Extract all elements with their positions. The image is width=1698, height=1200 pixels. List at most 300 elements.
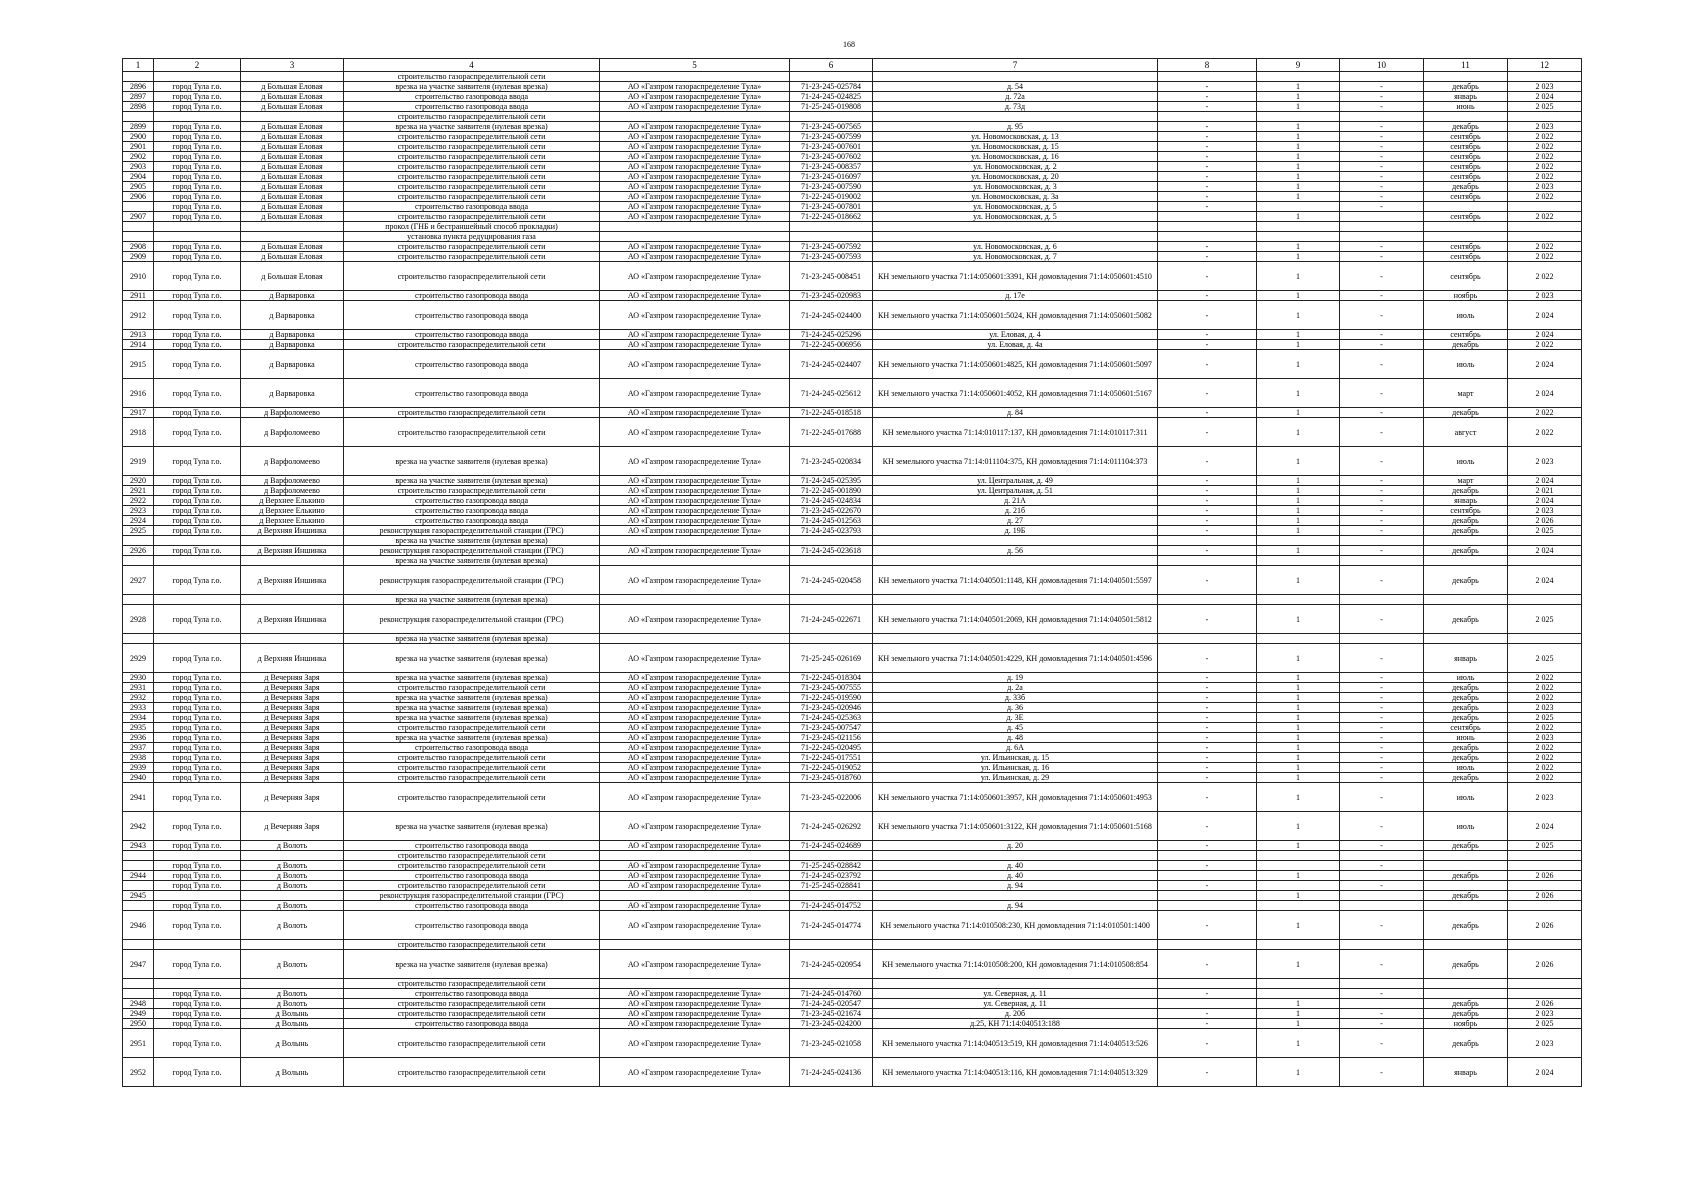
table-cell: строительство газораспределительной сети [344, 142, 600, 152]
table-row [123, 408, 1582, 418]
table-cell [123, 989, 154, 999]
table-cell [1257, 556, 1340, 566]
table-row [123, 112, 1582, 122]
table-cell: строительство газораспределительной сети [344, 783, 600, 812]
table-cell: - [1158, 1029, 1257, 1058]
table-cell [1508, 979, 1582, 989]
table-cell [123, 861, 154, 871]
table-cell [1424, 940, 1508, 950]
table-cell: - [1158, 496, 1257, 506]
table-cell: д Волынь [241, 1058, 344, 1087]
table-cell: 2920 [123, 476, 154, 486]
table-cell [600, 851, 790, 861]
table-cell: 2 026 [1508, 999, 1582, 1009]
table-cell: город Тула г.о. [154, 291, 241, 301]
table-cell: ул. Еловая, д. 4а [873, 340, 1158, 350]
table-cell: 2 022 [1508, 753, 1582, 763]
table-cell: город Тула г.о. [154, 476, 241, 486]
table-cell: 2901 [123, 142, 154, 152]
table-row [123, 841, 1582, 851]
table-cell: декабрь [1424, 526, 1508, 536]
table-cell: 2900 [123, 132, 154, 142]
table-cell [1158, 871, 1257, 881]
table-cell: строительство газораспределительной сети [344, 418, 600, 447]
table-cell: АО «Газпром газораспределение Тула» [600, 82, 790, 92]
table-cell: д Вечерняя Заря [241, 753, 344, 763]
table-cell: 2930 [123, 673, 154, 683]
table-cell: 2926 [123, 546, 154, 556]
table-cell [1340, 999, 1424, 1009]
table-cell: июнь [1424, 733, 1508, 743]
table-cell: 71-24-245-024834 [790, 496, 873, 506]
table-cell: 71-24-245-025395 [790, 476, 873, 486]
table-cell [241, 851, 344, 861]
table-cell: реконструкция газораспределительной станции (ГРС) [344, 546, 600, 556]
table-cell: строительство газопровода ввода [344, 901, 600, 911]
table-row [123, 418, 1582, 447]
table-cell [1158, 536, 1257, 546]
table-cell: декабрь [1424, 999, 1508, 1009]
table-cell [1340, 536, 1424, 546]
table-cell: 2944 [123, 871, 154, 881]
table-cell: врезка на участке заявителя (нулевая врезка) [344, 733, 600, 743]
table-cell: - [1158, 783, 1257, 812]
table-cell: 2 022 [1508, 162, 1582, 172]
table-cell: 2 024 [1508, 301, 1582, 330]
table-cell: 71-22-245-018662 [790, 212, 873, 222]
table-cell: сентябрь [1424, 262, 1508, 291]
table-cell [1340, 212, 1424, 222]
table-cell: - [1340, 703, 1424, 713]
table-cell: д. 19 [873, 673, 1158, 683]
table-cell [1257, 595, 1340, 605]
table-cell: 1 [1257, 262, 1340, 291]
table-cell: строительство газораспределительной сети [344, 340, 600, 350]
table-cell: - [1340, 911, 1424, 940]
table-cell [1508, 72, 1582, 82]
table-cell: - [1158, 122, 1257, 132]
header-cell: 2 [154, 59, 241, 72]
table-cell: сентябрь [1424, 252, 1508, 262]
table-cell: строительство газопровода ввода [344, 350, 600, 379]
table-row [123, 122, 1582, 132]
table-cell: - [1340, 182, 1424, 192]
table-cell: 1 [1257, 673, 1340, 683]
table-cell [873, 891, 1158, 901]
table-cell: 2911 [123, 291, 154, 301]
table-cell: - [1340, 340, 1424, 350]
table-cell: 1 [1257, 252, 1340, 262]
table-row [123, 142, 1582, 152]
table-cell: ул. Еловая, д. 4 [873, 330, 1158, 340]
table-cell [1257, 979, 1340, 989]
table-cell: врезка на участке заявителя (нулевая врезка) [344, 634, 600, 644]
table-cell: врезка на участке заявителя (нулевая врезка) [344, 556, 600, 566]
table-cell: 2 026 [1508, 891, 1582, 901]
table-row [123, 1029, 1582, 1058]
table-cell: город Тула г.о. [154, 330, 241, 340]
table-cell [1424, 634, 1508, 644]
table-cell: 2927 [123, 566, 154, 595]
table-cell: АО «Газпром газораспределение Тула» [600, 812, 790, 841]
table-cell: 1 [1257, 783, 1340, 812]
table-cell: 2 025 [1508, 526, 1582, 536]
table-cell: - [1158, 340, 1257, 350]
table-cell: 71-22-245-018518 [790, 408, 873, 418]
table-cell: город Тула г.о. [154, 301, 241, 330]
table-cell: 2898 [123, 102, 154, 112]
table-cell: 71-25-245-019808 [790, 102, 873, 112]
table-cell: 71-24-245-014774 [790, 911, 873, 940]
table-cell: город Тула г.о. [154, 743, 241, 753]
table-cell [600, 222, 790, 232]
table-cell: КН земельного участка 71:14:050601:4825, КН домовладения 71:14:050601:5097 [873, 350, 1158, 379]
table-cell [1158, 891, 1257, 901]
table-cell: строительство газораспределительной сети [344, 861, 600, 871]
table-cell: город Тула г.о. [154, 713, 241, 723]
table-cell: город Тула г.о. [154, 999, 241, 1009]
table-cell: город Тула г.о. [154, 841, 241, 851]
table-cell: д Верхняя Иншинка [241, 644, 344, 673]
table-cell: КН земельного участка 71:14:050601:3957, КН домовладения 71:14:050601:4953 [873, 783, 1158, 812]
table-cell: - [1340, 861, 1424, 871]
table-cell: строительство газораспределительной сети [344, 172, 600, 182]
table-cell [790, 891, 873, 901]
table-row [123, 242, 1582, 252]
table-cell: - [1158, 506, 1257, 516]
table-cell: 2 023 [1508, 783, 1582, 812]
table-cell [241, 979, 344, 989]
table-cell: 2 023 [1508, 447, 1582, 476]
table-cell: - [1340, 989, 1424, 999]
table-cell: - [1340, 330, 1424, 340]
table-cell: д Большая Еловая [241, 92, 344, 102]
table-cell: 2936 [123, 733, 154, 743]
table-cell: д Большая Еловая [241, 142, 344, 152]
table-cell: декабрь [1424, 182, 1508, 192]
table-cell: АО «Газпром газораспределение Тула» [600, 713, 790, 723]
table-cell: 2 023 [1508, 506, 1582, 516]
table-cell [1340, 232, 1424, 242]
table-cell: АО «Газпром газораспределение Тула» [600, 476, 790, 486]
table-cell: август [1424, 418, 1508, 447]
table-cell: июль [1424, 673, 1508, 683]
table-cell: - [1340, 102, 1424, 112]
table-cell: д Верхняя Иншинка [241, 566, 344, 595]
table-cell: АО «Газпром газораспределение Тула» [600, 330, 790, 340]
table-cell: 2952 [123, 1058, 154, 1087]
table-cell: АО «Газпром газораспределение Тула» [600, 901, 790, 911]
table-cell: КН земельного участка 71:14:010117:137, КН домовладения 71:14:010117:311 [873, 418, 1158, 447]
table-cell: 1 [1257, 408, 1340, 418]
table-cell [123, 202, 154, 212]
table-cell [154, 979, 241, 989]
table-row [123, 851, 1582, 861]
table-cell [1257, 989, 1340, 999]
table-cell: 2 022 [1508, 723, 1582, 733]
table-cell: АО «Газпром газораспределение Тула» [600, 301, 790, 330]
table-row [123, 634, 1582, 644]
table-cell: АО «Газпром газораспределение Тула» [600, 486, 790, 496]
table-cell [1158, 212, 1257, 222]
table-cell [1340, 556, 1424, 566]
table-cell: июль [1424, 783, 1508, 812]
table-cell [123, 881, 154, 891]
table-row [123, 556, 1582, 566]
table-cell [1340, 891, 1424, 901]
table-cell: город Тула г.о. [154, 506, 241, 516]
table-cell [154, 891, 241, 901]
table-cell: строительство газопровода ввода [344, 496, 600, 506]
table-cell: д. 84 [873, 408, 1158, 418]
table-cell: - [1158, 142, 1257, 152]
table-cell: 71-23-245-007565 [790, 122, 873, 132]
table-cell: строительство газораспределительной сети [344, 132, 600, 142]
table-cell: 1 [1257, 763, 1340, 773]
table-cell: АО «Газпром газораспределение Тула» [600, 693, 790, 703]
table-cell [1257, 901, 1340, 911]
table-cell: строительство газораспределительной сети [344, 763, 600, 773]
table-cell: 1 [1257, 911, 1340, 940]
table-cell: строительство газораспределительной сети [344, 1009, 600, 1019]
table-cell: 1 [1257, 350, 1340, 379]
table-cell: строительство газораспределительной сети [344, 999, 600, 1009]
table-cell: д Варваровка [241, 379, 344, 408]
table-cell: д Волоть [241, 989, 344, 999]
table-cell: д Большая Еловая [241, 102, 344, 112]
table-cell: город Тула г.о. [154, 683, 241, 693]
table-cell: ул. Северная, д. 11 [873, 999, 1158, 1009]
table-cell: - [1158, 102, 1257, 112]
table-cell: город Тула г.о. [154, 379, 241, 408]
table-cell: - [1340, 252, 1424, 262]
table-cell: д Варфоломеево [241, 418, 344, 447]
table-cell: декабрь [1424, 566, 1508, 595]
table-cell [241, 556, 344, 566]
table-cell: АО «Газпром газораспределение Тула» [600, 683, 790, 693]
table-cell: - [1340, 526, 1424, 536]
table-cell: 1 [1257, 152, 1340, 162]
table-cell: 71-25-245-028842 [790, 861, 873, 871]
table-cell: д. 6А [873, 743, 1158, 753]
table-cell: город Тула г.о. [154, 989, 241, 999]
table-cell [600, 72, 790, 82]
table-body [123, 72, 1582, 1087]
table-cell: 2941 [123, 783, 154, 812]
table-cell: строительство газораспределительной сети [344, 162, 600, 172]
table-cell: 2 022 [1508, 763, 1582, 773]
table-cell: врезка на участке заявителя (нулевая врезка) [344, 447, 600, 476]
table-cell: город Тула г.о. [154, 911, 241, 940]
table-cell: город Тула г.о. [154, 693, 241, 703]
table-row [123, 536, 1582, 546]
table-cell [154, 634, 241, 644]
table-cell: 2 024 [1508, 92, 1582, 102]
table-cell: 2 022 [1508, 172, 1582, 182]
table-cell: - [1340, 713, 1424, 723]
table-cell [123, 232, 154, 242]
table-cell: - [1158, 202, 1257, 212]
table-cell [873, 112, 1158, 122]
table-row [123, 132, 1582, 142]
table-cell: 2 024 [1508, 812, 1582, 841]
table-cell [1158, 999, 1257, 1009]
header-cell: 12 [1508, 59, 1582, 72]
table-cell: КН земельного участка 71:14:040501:2069, КН домовладения 71:14:040501:5812 [873, 605, 1158, 634]
table-cell: декабрь [1424, 408, 1508, 418]
table-cell: строительство газораспределительной сети [344, 262, 600, 291]
table-cell: - [1158, 950, 1257, 979]
table-row [123, 901, 1582, 911]
table-row [123, 262, 1582, 291]
table-cell: город Тула г.о. [154, 418, 241, 447]
table-cell: д Варфоломеево [241, 408, 344, 418]
table-cell: 2 022 [1508, 142, 1582, 152]
table-cell: КН земельного участка 71:14:050601:3122, КН домовладения 71:14:050601:5168 [873, 812, 1158, 841]
table-cell: город Тула г.о. [154, 122, 241, 132]
table-cell: ул. Центральная, д. 49 [873, 476, 1158, 486]
table-cell: - [1340, 350, 1424, 379]
table-cell: - [1158, 526, 1257, 536]
table-cell: город Тула г.о. [154, 152, 241, 162]
table-cell: АО «Газпром газораспределение Тула» [600, 566, 790, 595]
table-cell: АО «Газпром газораспределение Тула» [600, 172, 790, 182]
table-cell: ул. Новомосковская, д. 6 [873, 242, 1158, 252]
table-cell [1508, 112, 1582, 122]
table-cell: 71-23-245-022670 [790, 506, 873, 516]
table-row [123, 673, 1582, 683]
table-cell: 2 022 [1508, 673, 1582, 683]
table-cell: строительство газопровода ввода [344, 516, 600, 526]
table-cell: АО «Газпром газораспределение Тула» [600, 703, 790, 713]
table-cell: 2903 [123, 162, 154, 172]
table-cell: 1 [1257, 1058, 1340, 1087]
table-cell: д Вечерняя Заря [241, 733, 344, 743]
table-cell: 71-24-245-022671 [790, 605, 873, 634]
table-cell: город Тула г.о. [154, 262, 241, 291]
table-cell [1508, 940, 1582, 950]
table-cell [1424, 232, 1508, 242]
table-cell: строительство газораспределительной сети [344, 683, 600, 693]
table-cell [123, 979, 154, 989]
table-cell: город Тула г.о. [154, 950, 241, 979]
table-cell: д Верхнее Елькино [241, 496, 344, 506]
table-cell: 2 025 [1508, 102, 1582, 112]
table-cell: 2 022 [1508, 773, 1582, 783]
table-row [123, 1058, 1582, 1087]
table-cell [600, 112, 790, 122]
table-cell: 1 [1257, 82, 1340, 92]
table-cell [600, 634, 790, 644]
table-cell [241, 112, 344, 122]
table-row [123, 881, 1582, 891]
table-cell: декабрь [1424, 911, 1508, 940]
table-cell [600, 556, 790, 566]
table-cell [241, 891, 344, 901]
table-cell: - [1158, 1009, 1257, 1019]
table-cell: 71-23-245-024200 [790, 1019, 873, 1029]
table-cell: 1 [1257, 330, 1340, 340]
table-cell: 1 [1257, 291, 1340, 301]
table-cell [1424, 901, 1508, 911]
table-cell: - [1158, 911, 1257, 940]
table-cell [154, 222, 241, 232]
table-cell: март [1424, 476, 1508, 486]
table-cell [1424, 979, 1508, 989]
table-cell: 1 [1257, 301, 1340, 330]
table-cell: АО «Газпром газораспределение Тула» [600, 142, 790, 152]
table-cell: 71-24-245-025612 [790, 379, 873, 408]
table-cell: 2 021 [1508, 486, 1582, 496]
table-cell: 2906 [123, 192, 154, 202]
table-cell: - [1158, 763, 1257, 773]
table-cell [1257, 536, 1340, 546]
table-cell: 71-23-245-007547 [790, 723, 873, 733]
table-cell: д. 19Б [873, 526, 1158, 536]
table-cell: д. 33б [873, 693, 1158, 703]
table-cell: - [1340, 1058, 1424, 1087]
table-cell: врезка на участке заявителя (нулевая врезка) [344, 812, 600, 841]
table-cell: 2 024 [1508, 330, 1582, 340]
table-cell: 2925 [123, 526, 154, 536]
table-cell [241, 536, 344, 546]
table-cell: город Тула г.о. [154, 1019, 241, 1029]
table-cell: д Большая Еловая [241, 182, 344, 192]
table-cell: д. 20б [873, 1009, 1158, 1019]
table-cell [154, 72, 241, 82]
table-cell: - [1340, 773, 1424, 783]
gas-connection-table [122, 58, 1582, 1087]
table-row [123, 252, 1582, 262]
table-cell: 2908 [123, 242, 154, 252]
table-cell [1424, 881, 1508, 891]
table-cell: 2947 [123, 950, 154, 979]
table-cell: 1 [1257, 1019, 1340, 1029]
table-cell: 1 [1257, 644, 1340, 673]
table-cell [241, 72, 344, 82]
table-cell: АО «Газпром газораспределение Тула» [600, 102, 790, 112]
table-cell [1340, 871, 1424, 881]
table-cell: 1 [1257, 496, 1340, 506]
table-cell: д. 94 [873, 881, 1158, 891]
table-cell: АО «Газпром газораспределение Тула» [600, 252, 790, 262]
table-cell [1257, 112, 1340, 122]
table-cell: 2912 [123, 301, 154, 330]
table-cell: врезка на участке заявителя (нулевая врезка) [344, 536, 600, 546]
table-cell: 2 023 [1508, 291, 1582, 301]
table-row [123, 940, 1582, 950]
table-cell: - [1158, 713, 1257, 723]
table-cell: АО «Газпром газораспределение Тула» [600, 182, 790, 192]
table-cell [1424, 989, 1508, 999]
table-row [123, 546, 1582, 556]
table-row [123, 162, 1582, 172]
table-cell [873, 72, 1158, 82]
table-cell: - [1340, 262, 1424, 291]
table-cell: 71-24-245-020458 [790, 566, 873, 595]
table-cell: д. 36 [873, 703, 1158, 713]
table-cell: 1 [1257, 891, 1340, 901]
table-cell: АО «Газпром газораспределение Тула» [600, 773, 790, 783]
table-row [123, 202, 1582, 212]
table-cell: город Тула г.о. [154, 861, 241, 871]
table-cell: - [1158, 723, 1257, 733]
table-cell [600, 536, 790, 546]
table-cell: 1 [1257, 526, 1340, 536]
table-cell [1257, 634, 1340, 644]
table-cell: ул. Новомосковская, д. 15 [873, 142, 1158, 152]
table-cell: - [1340, 546, 1424, 556]
